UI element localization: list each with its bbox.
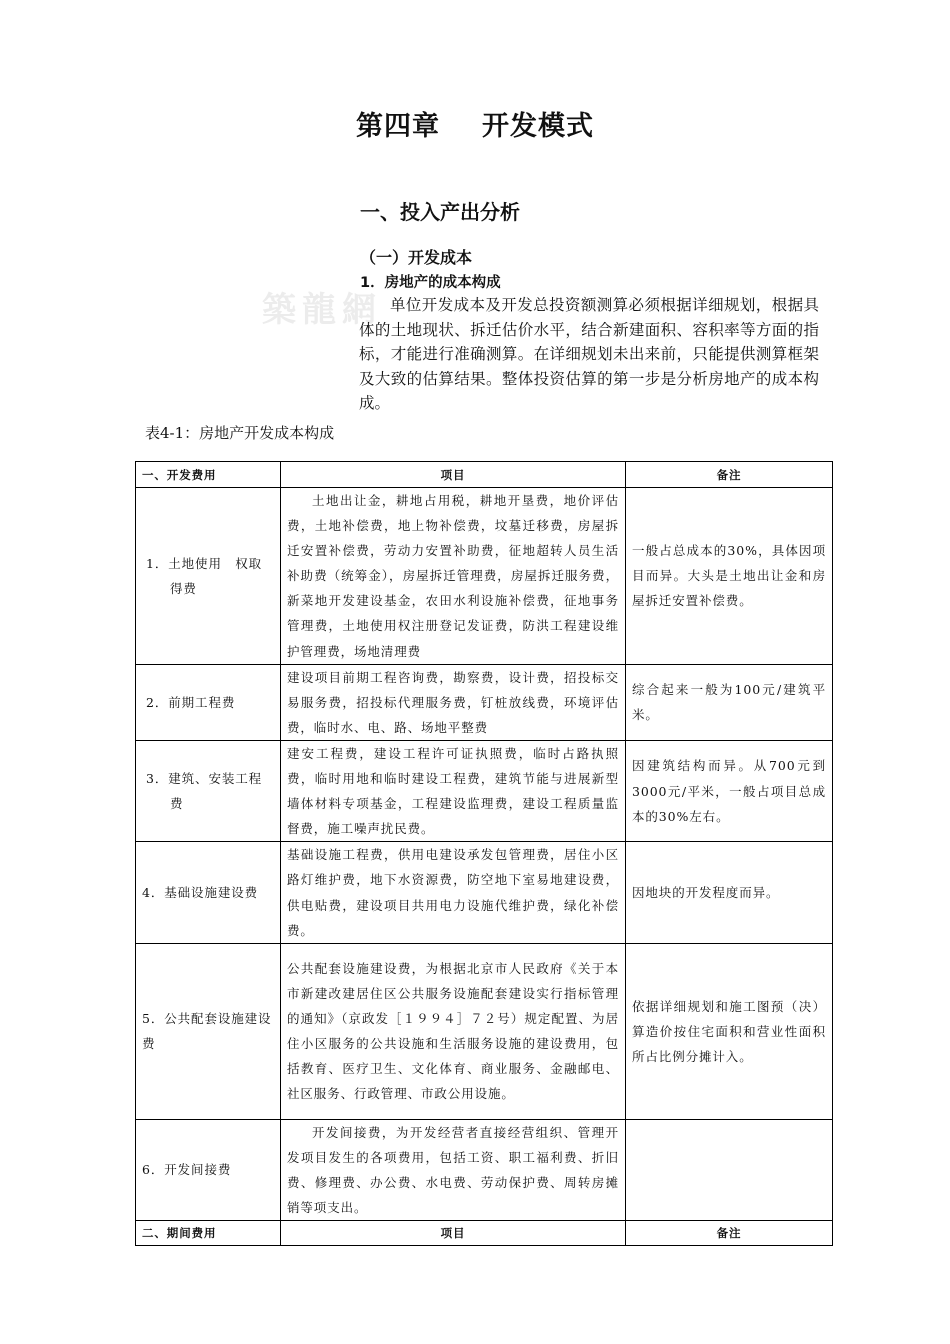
table-row [136, 1119, 833, 1220]
header-category: 二、期间费用 [136, 1221, 281, 1246]
row-item: 基础设施工程费，供用电建设承发包管理费，居住小区路灯维护费，地下水资源费，防空地下室易地建设费，供电贴费，建设项目共用电力设施代维护费，绿化补偿费。 [281, 842, 626, 943]
row-category: 6．开发间接费 [136, 1119, 281, 1220]
table-row [136, 488, 833, 665]
item-title: 1．房地产的成本构成 [360, 275, 501, 291]
row-item: 土地出让金，耕地占用税，耕地开垦费，地价评估费，土地补偿费，地上物补偿费，坟墓迁移费，房屋拆迁安置补偿费，劳动力安置补助费，征地超转人员生活补助费（统筹金），房屋拆迁管理费，房屋拆迁服务费，新菜地开发建设基金，农田水利设施补偿费，征地事务管理费，土地使用权注册登记发证费，防洪工程建设维护管理费，场地清理费 [281, 488, 626, 665]
section-title: 一、投入产出分析 [360, 200, 520, 224]
table-row [136, 943, 833, 1119]
table-caption: 表4-1：房地产开发成本构成 [145, 424, 335, 442]
row-category: 1．土地使用 权取得费 [136, 488, 281, 665]
header-item: 项目 [281, 462, 626, 488]
header-item: 项目 [281, 1221, 626, 1246]
row-item: 建设项目前期工程咨询费，勘察费，设计费，招投标交易服务费，招投标代理服务费，钉桩放线费，环境评估费，临时水、电、路、场地平整费 [281, 664, 626, 740]
row-note [626, 1119, 833, 1220]
row-category: 3．建筑、安装工程费 [136, 740, 281, 841]
subsection-title: （一）开发成本 [360, 248, 473, 267]
row-note: 因建筑结构而异。从700元到3000元/平米，一般占项目总成本的30%左右。 [626, 740, 833, 841]
chapter-number: 第四章 [356, 111, 440, 142]
header-category: 一、开发费用 [136, 462, 281, 488]
row-note: 依据详细规划和施工图预（决）算造价按住宅面积和营业性面积所占比例分摊计入。 [626, 943, 833, 1119]
header-note: 备注 [626, 1221, 833, 1246]
row-note: 因地块的开发程度而异。 [626, 842, 833, 943]
table-header-row [136, 462, 833, 488]
intro-paragraph: 单位开发成本及开发总投资额测算必须根据详细规划，根据具体的土地现状、拆迁估价水平，结合新建面积、容积率等方面的指标，才能进行准确测算。在详细规划未出来前，只能提供测算框架及大致的估算结果。整体投资估算的第一步是分析房地产的成本构成。 [359, 296, 819, 412]
row-category: 5．公共配套设施建设费 [136, 943, 281, 1119]
chapter-name: 开发模式 [482, 111, 594, 142]
row-item: 建安工程费，建设工程许可证执照费，临时占路执照费，临时用地和临时建设工程费，建筑节能与进展新型墙体材料专项基金，工程建设监理费，建设工程质量监督费，施工噪声扰民费。 [281, 740, 626, 841]
row-category: 2．前期工程费 [136, 664, 281, 740]
table-row [136, 842, 833, 943]
row-item: 开发间接费，为开发经营者直接经营组织、管理开发项目发生的各项费用，包括工资、职工福利费、折旧费、修理费、办公费、水电费、劳动保护费、周转房摊销等项支出。 [281, 1119, 626, 1220]
chapter-title [0, 104, 950, 143]
watermark: 築龍網 [262, 290, 382, 330]
table-header-row [136, 1221, 833, 1246]
row-item: 公共配套设施建设费，为根据北京市人民政府《关于本市新建改建居住区公共服务设施配套建设实行指标管理的通知》（京政发［１９９４］７２号）规定配置、为居住小区服务的公共设施和生活服务设施的建设费用，包括教育、医疗卫生、文化体育、商业服务、金融邮电、社区服务、行政管理、市政公用设施。 [281, 943, 626, 1119]
row-category: 4．基础设施建设费 [136, 842, 281, 943]
row-note: 综合起来一般为100元/建筑平米。 [626, 664, 833, 740]
row-note: 一般占总成本的30%，具体因项目而异。大头是土地出让金和房屋拆迁安置补偿费。 [626, 488, 833, 665]
cost-table [135, 461, 833, 1246]
table-row [136, 740, 833, 841]
table-row [136, 664, 833, 740]
header-note: 备注 [626, 462, 833, 488]
